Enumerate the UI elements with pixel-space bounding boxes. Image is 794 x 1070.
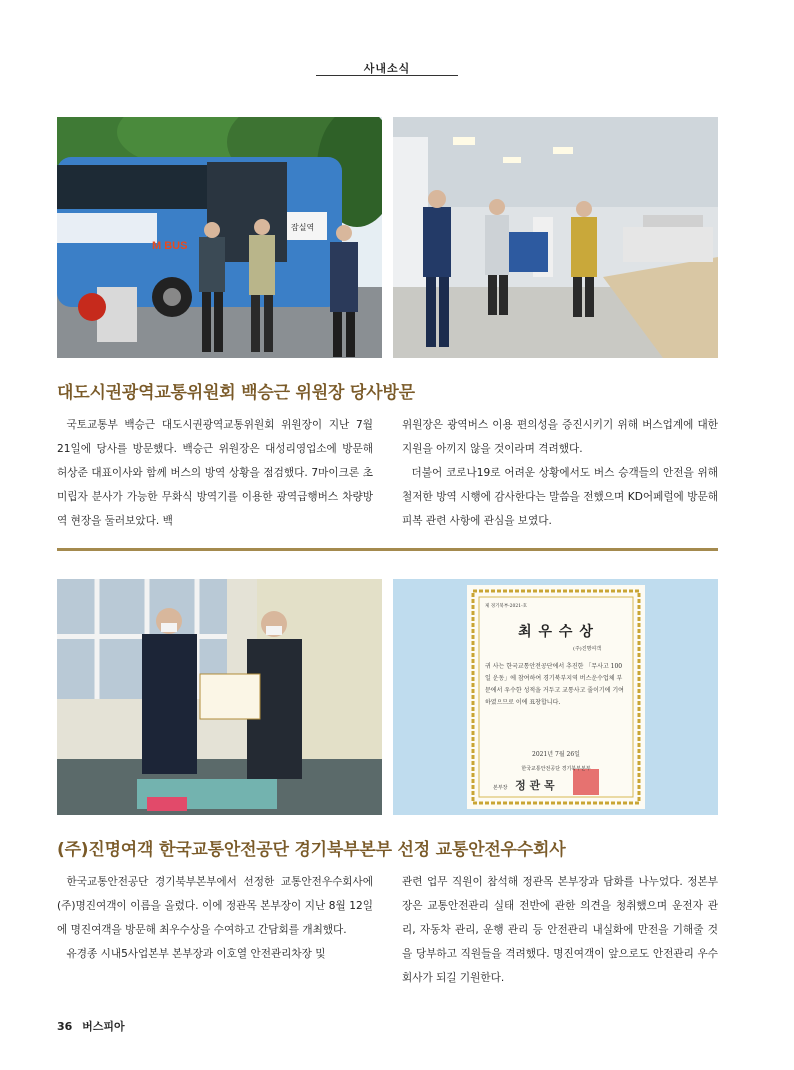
certificate-photo bbox=[393, 579, 718, 815]
article2-title: (주)진명여객 한국교통안전공단 경기북부본부 선정 교통안전우수회사 bbox=[57, 840, 566, 860]
certificate-body: 귀 사는 한국교통안전공단에서 추진한 「무사고 100일 운동」에 참여하여 경기북부지역 버스운수업체 부문에서 우수한 성적을 거두고 교통사고 줄이기에 기여 하였으므로 이에 표창합니다. bbox=[485, 663, 624, 706]
award-handover-photo bbox=[57, 579, 382, 815]
factory-visit-photo bbox=[393, 117, 718, 358]
certificate-signer-role: 본부장 bbox=[493, 785, 508, 791]
bus-stop-sign: 잠실역 bbox=[291, 223, 315, 232]
certificate-issuer: 한국교통안전공단 경기북부본부 bbox=[521, 766, 591, 772]
page-number: 36 bbox=[57, 1020, 73, 1033]
section-rule bbox=[316, 75, 458, 76]
article2-paragraph: 관련 업무 직원이 참석해 정관목 본부장과 담화를 나누었다. 정본부장은 교통안전관리 실태 전반에 관한 의견을 청취했으며 운전자 관리, 자동차 관리, 운행 관리 등 안전관리 내실화에 만전을 기해줄 것을 당부하고 직원들을 격려했다. 명진여객이 앞으로도 안전관리 우수회사가 되길 기원한다. bbox=[402, 876, 718, 984]
article1-paragraph: 위원장은 광역버스 이용 편의성을 증진시키기 위해 버스업계에 대한 지원을 아끼지 않을 것이라며 격려했다. bbox=[402, 419, 718, 455]
article2-paragraph: 한국교통안전공단 경기북부본부에서 선정한 교통안전우수회사에 (주)명진여객이 이름을 올렸다. 이에 정관목 본부장이 지난 8월 12일에 명진여객을 방문해 최우수상을 수여하고 간담회를 개최했다. bbox=[57, 876, 373, 936]
article2-paragraph: 유경종 시내5사업본부 본부장과 이호열 안전관리차장 및 bbox=[66, 948, 326, 960]
article1-column-left bbox=[57, 413, 373, 533]
section-label: 사내소식 bbox=[363, 62, 411, 75]
certificate-number: 제 경기북부-2021-호 bbox=[485, 604, 528, 609]
page-footer bbox=[57, 1018, 131, 1034]
article2-column-left bbox=[57, 870, 373, 966]
certificate-recipient: (주)진명여객 bbox=[573, 646, 602, 652]
certificate-signer-name: 정 관 목 bbox=[515, 779, 555, 792]
article1-title: 대도시권광역교통위원회 백승근 위원장 당사방문 bbox=[57, 383, 415, 403]
article2-column-right bbox=[402, 870, 718, 990]
certificate-signature bbox=[493, 777, 555, 793]
article1-paragraph: 더불어 코로나19로 어려운 상황에서도 버스 승객들의 안전을 위해 철저한 방역 시행에 감사한다는 말씀을 전했으며 KD어페럴에 방문해 피복 관련 사항에 관심을 보였다. bbox=[402, 467, 718, 527]
magazine-name: 버스피아 bbox=[82, 1020, 125, 1033]
bus-sign: M BUS bbox=[152, 240, 188, 252]
article-divider bbox=[57, 548, 718, 551]
article1-paragraph: 국토교통부 백승근 대도시권광역교통위원회 위원장이 지난 7월 21일에 당사를 방문했다. 백승근 위원장은 대성리영업소에 방문해 허상준 대표이사와 함께 버스의 방역 상황을 점검했다. 7마이크론 초미립자 분사가 가능한 무화식 방역기를 이용한 광역급행버스 차량방역 현장을 둘러보았다. 백 bbox=[57, 419, 373, 527]
certificate-title: 최 우 수 상 bbox=[518, 624, 594, 640]
certificate-date: 2021년 7월 26일 bbox=[532, 751, 580, 758]
article1-column-right bbox=[402, 413, 718, 533]
bus-disinfection-photo bbox=[57, 117, 382, 358]
